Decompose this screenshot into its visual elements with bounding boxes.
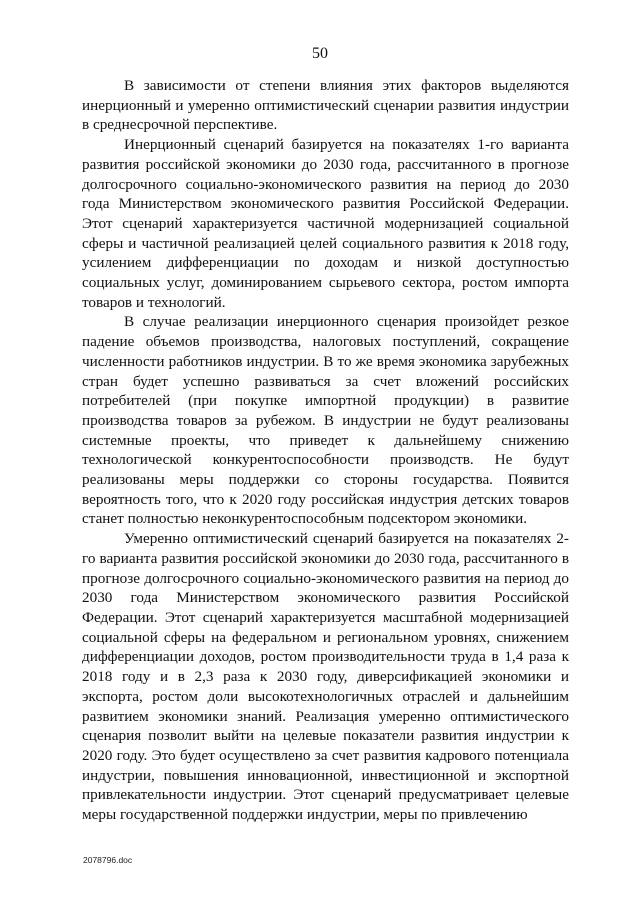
- document-body: [82, 76, 569, 825]
- paragraph-scenarios-intro: В зависимости от степени влияния этих факторов выделяются инерционный и умеренно оптимистический сценарии развития индустрии в среднесрочной перспективе.: [82, 77, 569, 134]
- paragraph-optimistic-scenario: Умеренно оптимистический сценарий базируется на показателях 2-го варианта развития российской экономики до 2030 года, рассчитанного в прогнозе долгосрочного социально-экономического развития на период до 2030 года Министерством экономического развития Российской Федерации. Этот сценарий характеризуется масштабной модернизацией социальной сферы на федеральном и региональном уровнях, снижением дифференциации доходов, ростом производительности труда в 1,4 раза к 2018 году и в 2,3 раза к 2030 году, диверсификацией экономики и экспорта, ростом доли высокотехнологичных отраслей и дальнейшим развитием экономики знаний. Реализация умеренно оптимистического сценария позволит выйти на целевые показатели развития индустрии к 2020 году. Это будет осуществлено за счет развития кадрового потенциала индустрии, повышения инновационной, инвестиционной и экспортной привлекательности индустрии. Этот сценарий предусматривает целевые меры государственной поддержки индустрии, меры по привлечению: [82, 530, 569, 824]
- page-number: 50: [312, 45, 328, 62]
- footer-file-reference: 2078796.doc: [83, 855, 133, 865]
- paragraph-inertial-scenario: Инерционный сценарий базируется на показателях 1-го варианта развития российской экономики до 2030 года, рассчитанного в прогнозе долгосрочного социально-экономического развития на период до 2030 года Министерством экономического развития Российской Федерации. Этот сценарий характеризуется частичной модернизацией социальной сферы и частичной реализацией целей социального развития к 2018 году, усилением дифференциации по доходам и низкой доступностью социальных услуг, доминированием сырьевого сектора, ростом импорта товаров и технологий.: [82, 136, 569, 311]
- paragraph-inertial-consequences: В случае реализации инерционного сценария произойдет резкое падение объемов производства, налоговых поступлений, сокращение численности работников индустрии. В то же время экономика зарубежных стран будет успешно развиваться за счет вложений российских потребителей (при покупке импортной продукции) в развитие производства товаров за рубежом. В индустрии не будут реализованы системные проекты, что приведет к дальнейшему снижению технологической конкурентоспособности производств. Не будут реализованы меры поддержки со стороны государства. Появится вероятность того, что к 2020 году российская индустрия детских товаров станет полностью неконкурентоспособным подсектором экономики.: [82, 313, 569, 528]
